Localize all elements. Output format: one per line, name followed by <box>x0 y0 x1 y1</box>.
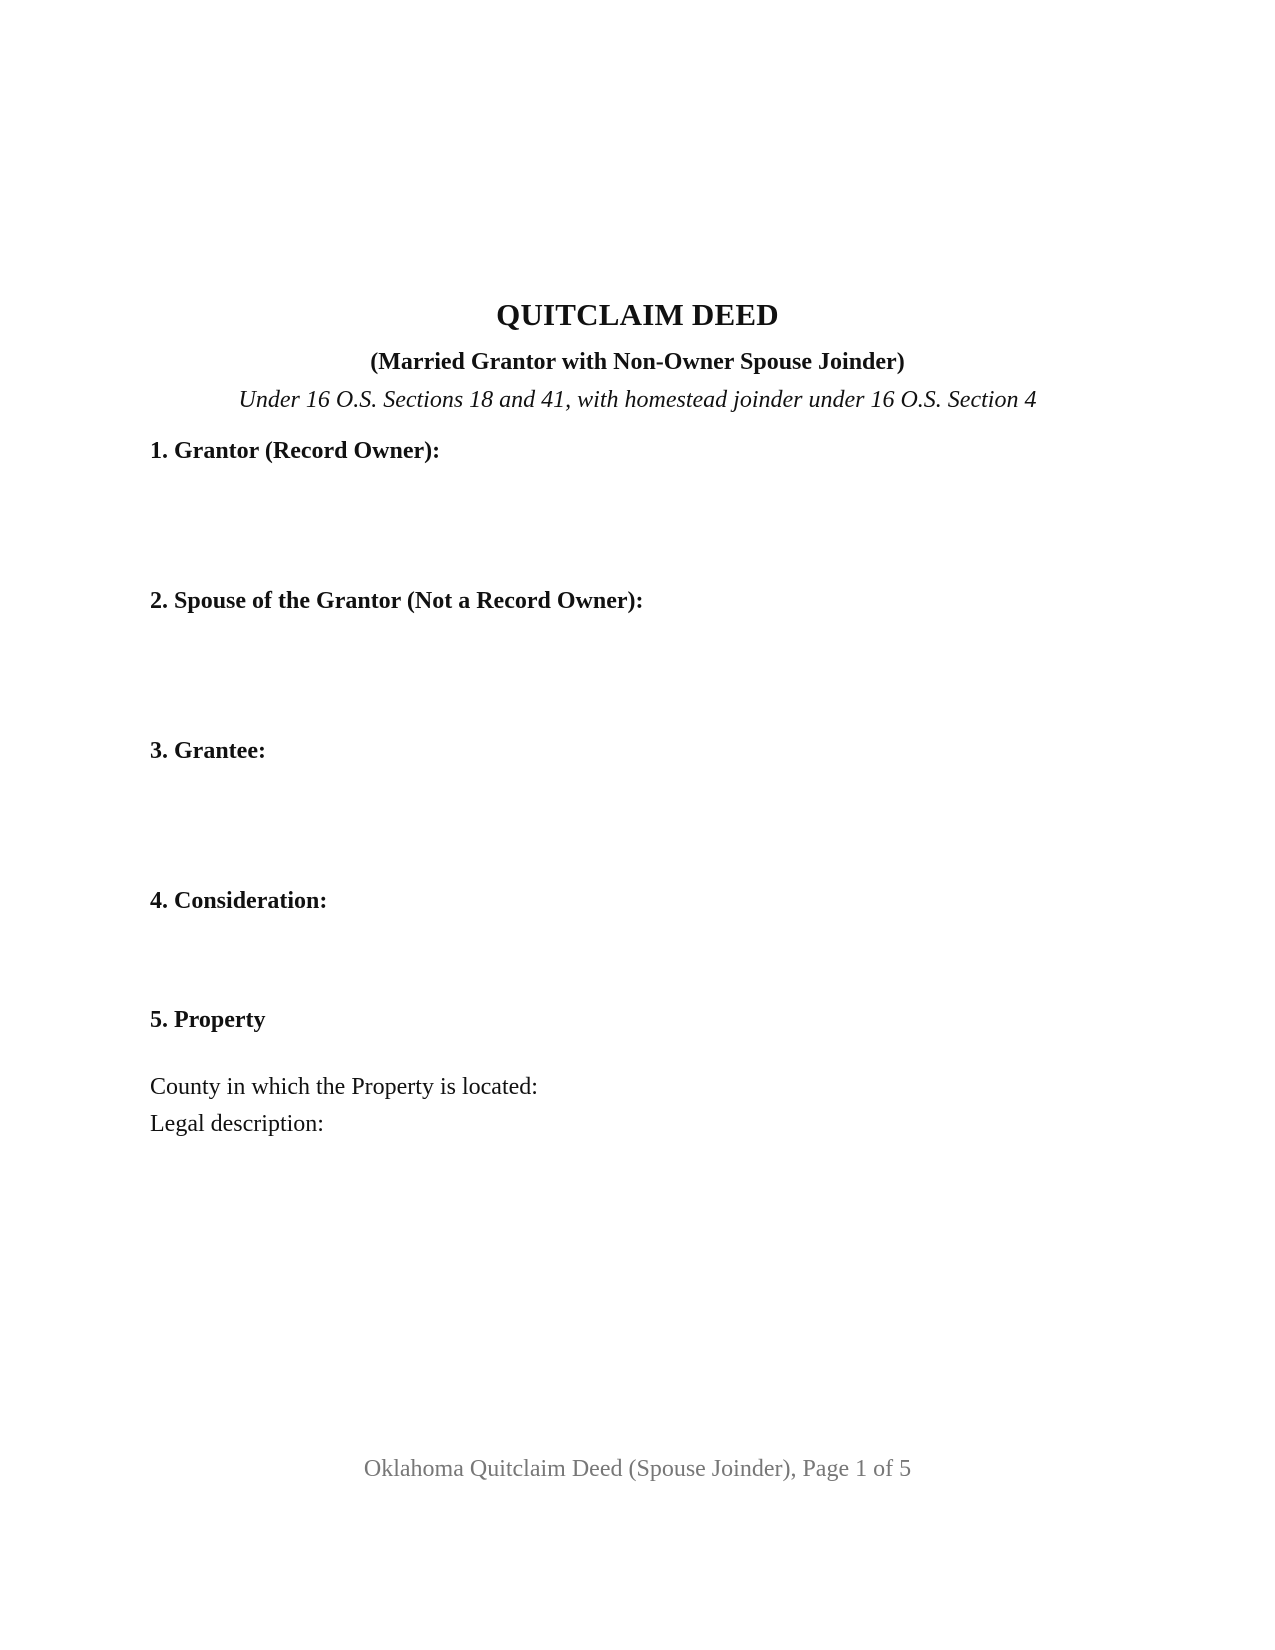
section-grantor-heading: 1. Grantor (Record Owner): <box>150 438 441 464</box>
county-label: County in which the Property is located: <box>150 1074 538 1100</box>
section-grantee-heading: 3. Grantee: <box>150 738 266 764</box>
section-consideration-heading: 4. Consideration: <box>150 888 328 914</box>
document-subtitle: (Married Grantor with Non-Owner Spouse Joinder) <box>370 349 905 375</box>
section-property-heading: 5. Property <box>150 1007 266 1033</box>
section-spouse-heading: 2. Spouse of the Grantor (Not a Record Owner): <box>150 588 644 614</box>
page-footer: Oklahoma Quitclaim Deed (Spouse Joinder), Page 1 of 5 <box>363 1456 912 1482</box>
statute-reference: Under 16 O.S. Sections 18 and 41, with homestead joinder under 16 O.S. Section 4 <box>238 387 1037 413</box>
document-title: QUITCLAIM DEED <box>496 297 779 332</box>
legal-description-label: Legal description: <box>150 1111 324 1137</box>
